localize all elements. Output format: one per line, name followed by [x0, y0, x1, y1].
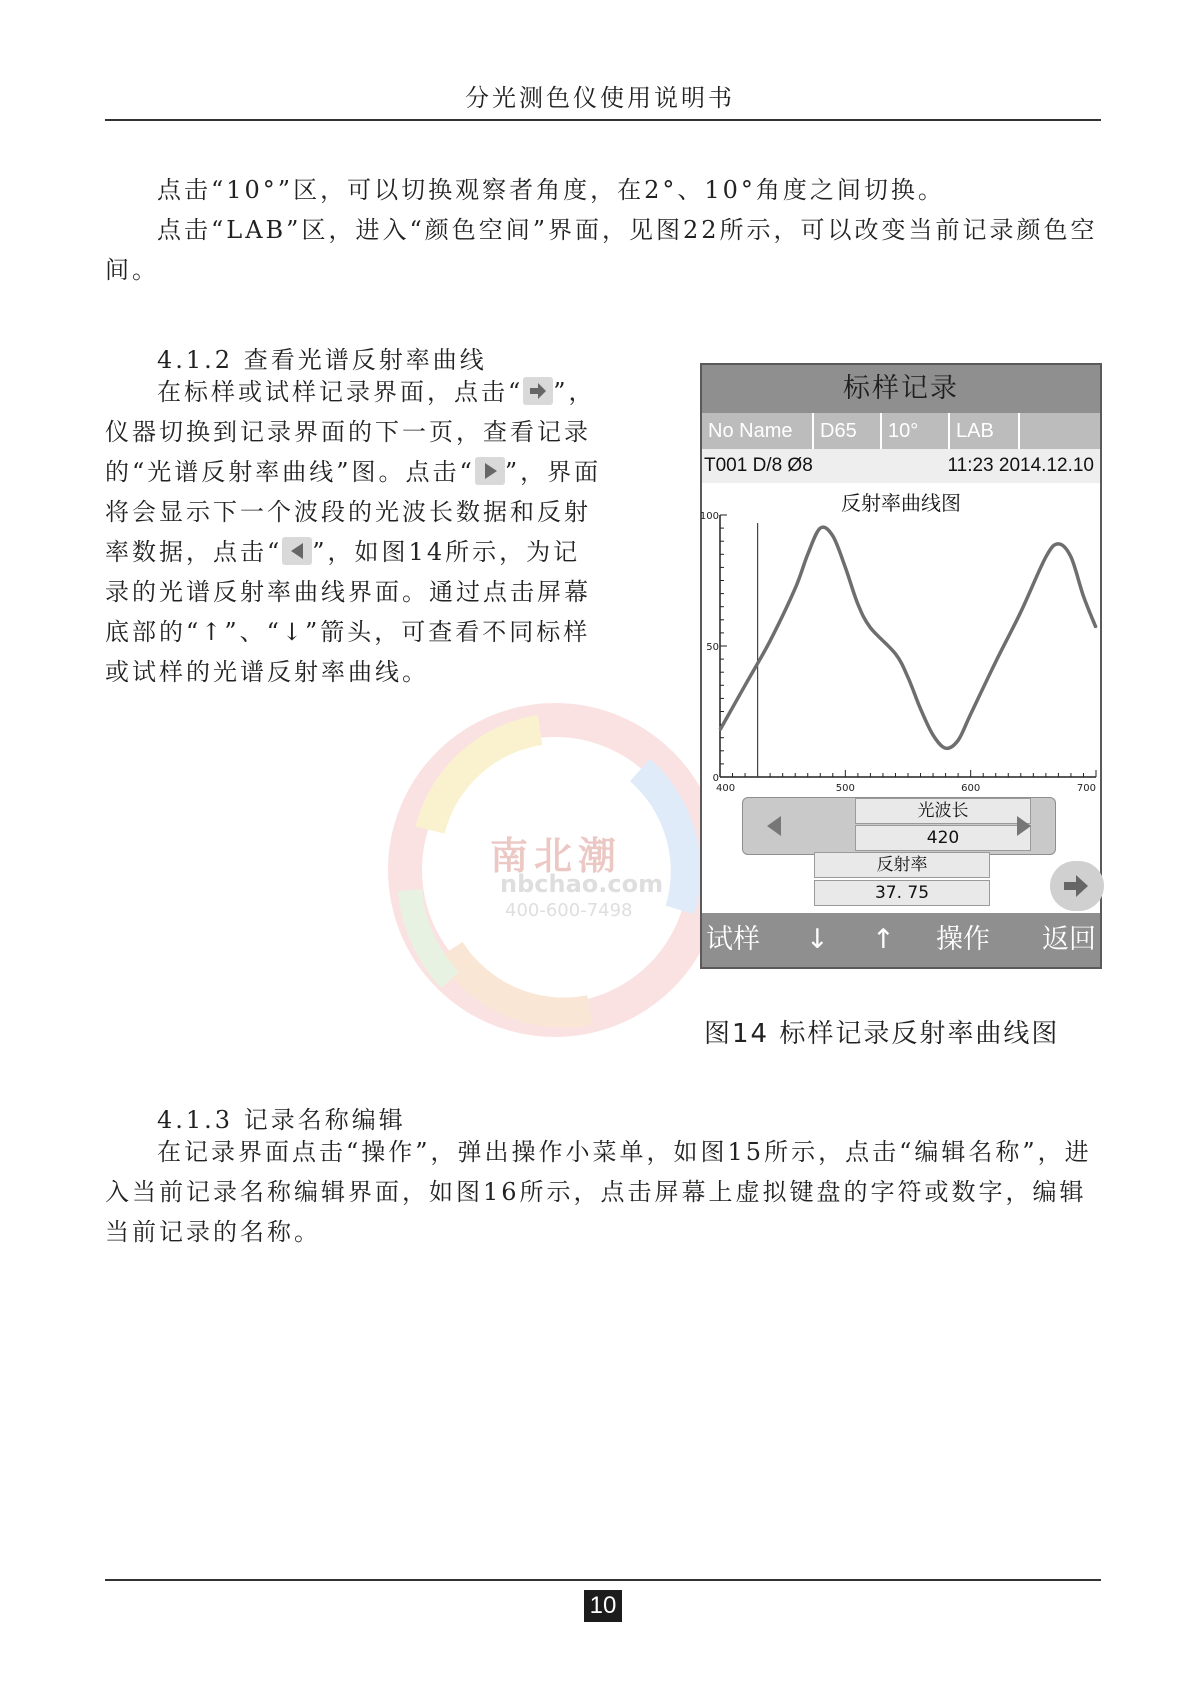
- data-point: [832, 535, 833, 536]
- next-wavelength-button[interactable]: [993, 798, 1055, 854]
- data-point: [958, 740, 959, 741]
- reflectance-curve: [720, 527, 1096, 748]
- back-button[interactable]: 返回: [1042, 924, 1096, 955]
- paragraph-color-space: 点击“LAB”区，进入“颜色空间”界面，见图22所示，可以改变当前记录颜色空间。: [105, 216, 1098, 284]
- footer-rule: [105, 1579, 1101, 1581]
- data-point: [744, 685, 745, 686]
- down-arrow-button[interactable]: ↓: [806, 924, 829, 955]
- data-point: [1070, 556, 1071, 557]
- data-point: [795, 588, 796, 589]
- triangle-left-icon: [743, 798, 805, 854]
- sample-button[interactable]: 试样: [706, 924, 760, 955]
- tab-observer-angle[interactable]: 10°: [882, 413, 950, 449]
- data-point: [1095, 627, 1096, 628]
- x-tick-label: 700: [1076, 783, 1096, 794]
- next-page-button[interactable]: [1050, 861, 1104, 911]
- bottom-nav-bar: [702, 913, 1100, 967]
- data-point: [1058, 543, 1059, 544]
- watermark-splash-logo: [390, 680, 720, 1060]
- reflectance-value: 37. 75: [814, 880, 990, 906]
- data-point: [1020, 611, 1021, 612]
- reflectance-chart: [699, 365, 1100, 795]
- text-segment: ”，界面将会显示下一个波段的光波长数据和反射率数据，点击“: [105, 458, 602, 566]
- data-point: [907, 677, 908, 678]
- watermark-domain: nbchao.com: [500, 870, 664, 898]
- x-tick-label: 600: [961, 783, 981, 794]
- y-tick-label: 50: [706, 642, 719, 653]
- next-page-arrow-icon: [523, 377, 553, 405]
- page-number: 10: [584, 1590, 622, 1622]
- play-right-icon: [475, 457, 505, 485]
- x-tick-label: 400: [716, 783, 736, 794]
- data-point: [895, 653, 896, 654]
- data-point: [870, 627, 871, 628]
- watermark: [390, 680, 720, 1060]
- document-header-title: 分光测色仪使用说明书: [465, 84, 735, 112]
- record-id-geometry: T001 D/8 Ø8: [704, 455, 813, 476]
- wavelength-control-panel: [742, 797, 1056, 855]
- text-segment: ”，仪器切换到记录界面的下一页，查看记录的“光谱反射率曲线”图。点击“: [105, 378, 596, 486]
- operate-button[interactable]: 操作: [936, 924, 990, 955]
- screen-title: 标样记录: [702, 365, 1100, 413]
- data-point: [807, 554, 808, 555]
- record-timestamp: 11:23 2014.12.10: [947, 455, 1094, 476]
- prev-wavelength-button[interactable]: [743, 798, 805, 854]
- y-tick-label: 100: [699, 511, 719, 522]
- arrow-right-icon: [1050, 861, 1104, 911]
- figure-caption: 图14 标样记录反射率曲线图: [704, 1019, 1060, 1049]
- data-point: [1045, 556, 1046, 557]
- data-point: [719, 729, 720, 730]
- up-arrow-button[interactable]: ↑: [872, 924, 895, 955]
- reflectance-label: 反射率: [814, 852, 990, 878]
- tab-record-name[interactable]: No Name: [702, 413, 814, 449]
- play-left-icon: [282, 537, 312, 565]
- text-segment: ”，如图14所示，为记录的光谱反射率曲线界面。通过点击屏幕底部的“↑”、“↓”箭头，可查看不同标样或试样的光谱反射率曲线。: [105, 538, 591, 686]
- section-heading-4-1-3: 4.1.3 记录名称编辑: [157, 1106, 406, 1134]
- section-heading-4-1-2: 4.1.2 查看光谱反射率曲线: [157, 346, 487, 374]
- tab-color-space[interactable]: LAB: [950, 413, 1020, 449]
- y-tick-label: 0: [712, 773, 719, 784]
- data-point: [945, 748, 946, 749]
- tab-illuminant[interactable]: D65: [814, 413, 882, 449]
- watermark-brand: 南北潮: [490, 834, 623, 878]
- text-segment: 在标样或试样记录界面，点击“: [157, 378, 524, 406]
- header-rule: [105, 119, 1101, 121]
- data-point: [845, 567, 846, 568]
- data-point: [857, 603, 858, 604]
- triangle-right-icon: [993, 798, 1055, 854]
- chart-title: 反射率曲线图: [841, 491, 961, 515]
- x-tick-label: 500: [835, 783, 855, 794]
- paragraph-edit-record-name: 在记录界面点击“操作”，弹出操作小菜单，如图15所示，点击“编辑名称”，进入当前记录名称编辑界面，如图16所示，点击屏幕上虚拟键盘的字符或数字，编辑当前记录的名称。: [105, 1138, 1092, 1246]
- data-point: [932, 734, 933, 735]
- paragraph-view-spectral-curve: [105, 372, 605, 692]
- data-point: [995, 661, 996, 662]
- paragraph-observer-angle: 点击“10°”区，可以切换观察者角度，在2°、10°角度之间切换。: [157, 176, 945, 204]
- data-point: [920, 708, 921, 709]
- device-screen: [700, 363, 1102, 969]
- watermark-phone: 400-600-7498: [505, 900, 633, 921]
- data-point: [820, 528, 821, 529]
- data-point: [970, 714, 971, 715]
- wavelength-value: 420: [855, 825, 1031, 851]
- data-point: [770, 640, 771, 641]
- wavelength-label: 光波长: [855, 798, 1031, 824]
- data-point: [1083, 596, 1084, 597]
